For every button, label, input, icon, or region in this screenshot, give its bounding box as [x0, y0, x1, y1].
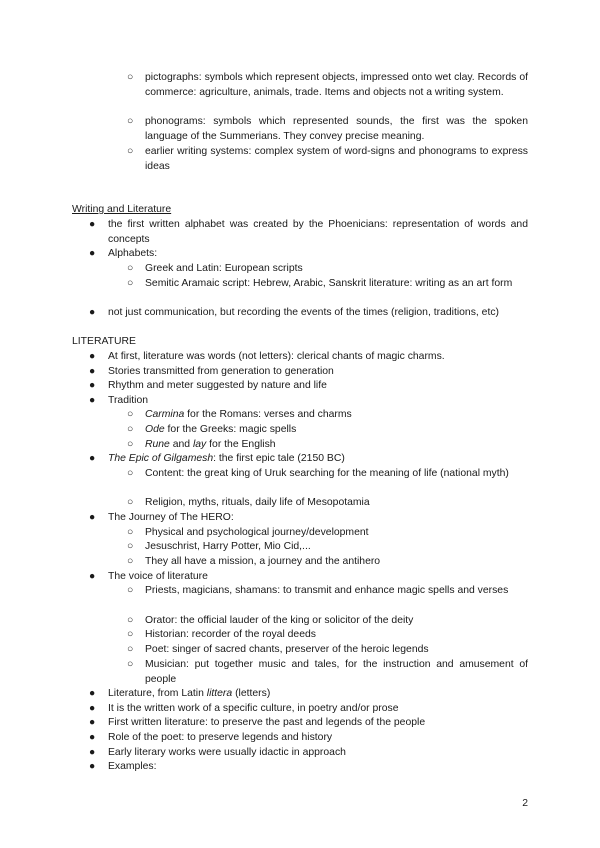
- list-item-text: Semitic Aramaic script: Hebrew, Arabic, Sanskrit literature: writing as an art form: [145, 278, 513, 289]
- hollow-bullet-icon: ○: [127, 263, 134, 274]
- list-item-text: The Journey of The HERO:: [108, 512, 234, 523]
- filled-bullet-icon: ●: [89, 571, 96, 582]
- italic-term: Rune: [145, 439, 170, 450]
- list-item-text: Alphabets:: [108, 248, 158, 259]
- hollow-bullet-icon: ○: [127, 629, 134, 640]
- hollow-bullet-icon: ○: [127, 497, 134, 508]
- list-item-text-rest: : the first epic tale (2150 BC): [213, 453, 345, 464]
- list-item-text: It is the written work of a specific culture, in poetry and/or prose: [108, 703, 399, 714]
- filled-bullet-icon: ●: [89, 453, 96, 464]
- filled-bullet-icon: ●: [89, 703, 96, 714]
- list-item-text: Religion, myths, rituals, daily life of Mesopotamia: [145, 497, 370, 508]
- section-heading-writing: Writing and Literature: [72, 204, 172, 215]
- hollow-bullet-icon: ○: [127, 659, 134, 670]
- list-item-text: [145, 423, 528, 438]
- list-item-text: Orator: the official lauder of the king or solicitor of the deity: [145, 615, 414, 626]
- filled-bullet-icon: ●: [89, 717, 96, 728]
- list-item-text: the first written alphabet was created by the Phoenicians: representation of words and concepts: [108, 219, 528, 245]
- list-item-text-rest: (letters): [232, 688, 271, 699]
- list-item-text: Poet: singer of sacred chants, preserver of the heroic legends: [145, 644, 429, 655]
- hollow-bullet-icon: ○: [127, 278, 134, 289]
- list-item-text: Physical and psychological journey/development: [145, 527, 369, 538]
- list-item-text: Musician: put together music and tales, for the instruction and amusement of people: [145, 659, 528, 685]
- filled-bullet-icon: ●: [89, 512, 96, 523]
- list-item-text-rest: for the Romans: verses and charms: [184, 409, 352, 420]
- list-item-text: [145, 408, 528, 423]
- hollow-bullet-icon: ○: [127, 116, 134, 127]
- filled-bullet-icon: ●: [89, 248, 96, 259]
- hollow-bullet-icon: ○: [127, 527, 134, 538]
- list-item-text-mid: and: [169, 439, 193, 450]
- hollow-bullet-icon: ○: [127, 146, 134, 157]
- italic-term: lay: [192, 439, 207, 450]
- hollow-bullet-icon: ○: [127, 439, 134, 450]
- list-item-text: [108, 452, 528, 467]
- list-item-text: Jesuschrist, Harry Potter, Mio Cid,...: [145, 541, 311, 552]
- list-item-text: pictographs: symbols which represent objects, impressed onto wet clay. Records of commerce: agriculture, animals, trade. Items and objects not a writing system.: [145, 72, 528, 98]
- filled-bullet-icon: ●: [89, 380, 96, 391]
- list-item-text: phonograms: symbols which represented sounds, the first was the spoken language of the Summerians. They convey precise meaning.: [145, 116, 528, 142]
- hollow-bullet-icon: ○: [127, 468, 134, 479]
- filled-bullet-icon: ●: [89, 761, 96, 772]
- list-item-text: They all have a mission, a journey and the antihero: [145, 556, 381, 567]
- section-heading-literature: LITERATURE: [72, 336, 136, 347]
- list-item-text: Tradition: [108, 395, 149, 406]
- list-item-text: The voice of literature: [108, 571, 208, 582]
- italic-term: The Epic of Gilgamesh: [108, 453, 214, 464]
- list-item-text: [145, 438, 528, 453]
- hollow-bullet-icon: ○: [127, 409, 134, 420]
- italic-term: littera: [206, 688, 233, 699]
- hollow-bullet-icon: ○: [127, 585, 134, 596]
- list-item-text: Early literary works were usually idactic in approach: [108, 747, 346, 758]
- list-item-text: earlier writing systems: complex system of word-signs and phonograms to express ideas: [145, 146, 528, 172]
- filled-bullet-icon: ●: [89, 732, 96, 743]
- list-item-text-rest: for the Greeks: magic spells: [164, 424, 297, 435]
- italic-term: Carmina: [145, 409, 185, 420]
- filled-bullet-icon: ●: [89, 747, 96, 758]
- italic-term: Ode: [145, 424, 165, 435]
- list-item-text: Greek and Latin: European scripts: [145, 263, 303, 274]
- filled-bullet-icon: ●: [89, 395, 96, 406]
- page-number: 2: [522, 798, 528, 809]
- hollow-bullet-icon: ○: [127, 541, 134, 552]
- list-item-text: Priests, magicians, shamans: to transmit and enhance magic spells and verses: [145, 585, 509, 596]
- list-item-text: Content: the great king of Uruk searching for the meaning of life (national myth): [145, 468, 509, 479]
- hollow-bullet-icon: ○: [127, 556, 134, 567]
- list-item-text: Examples:: [108, 761, 157, 772]
- hollow-bullet-icon: ○: [127, 644, 134, 655]
- hollow-bullet-icon: ○: [127, 72, 134, 83]
- list-item-text: Rhythm and meter suggested by nature and life: [108, 380, 327, 391]
- list-item-text: First written literature: to preserve the past and legends of the people: [108, 717, 426, 728]
- list-item-text-rest: for the English: [206, 439, 276, 450]
- filled-bullet-icon: ●: [89, 307, 96, 318]
- list-item-text: Role of the poet: to preserve legends and history: [108, 732, 333, 743]
- list-item-text: Stories transmitted from generation to generation: [108, 366, 334, 377]
- filled-bullet-icon: ●: [89, 366, 96, 377]
- list-item-text-pre: Literature, from Latin: [108, 688, 207, 699]
- list-item-text: Historian: recorder of the royal deeds: [145, 629, 316, 640]
- filled-bullet-icon: ●: [89, 351, 96, 362]
- filled-bullet-icon: ●: [89, 219, 96, 230]
- list-item-text: At first, literature was words (not letters): clerical chants of magic charms.: [108, 351, 445, 362]
- list-item-text: not just communication, but recording the events of the times (religion, traditions, etc): [108, 307, 499, 318]
- hollow-bullet-icon: ○: [127, 424, 134, 435]
- hollow-bullet-icon: ○: [127, 615, 134, 626]
- filled-bullet-icon: ●: [89, 688, 96, 699]
- list-item-text: [108, 687, 528, 702]
